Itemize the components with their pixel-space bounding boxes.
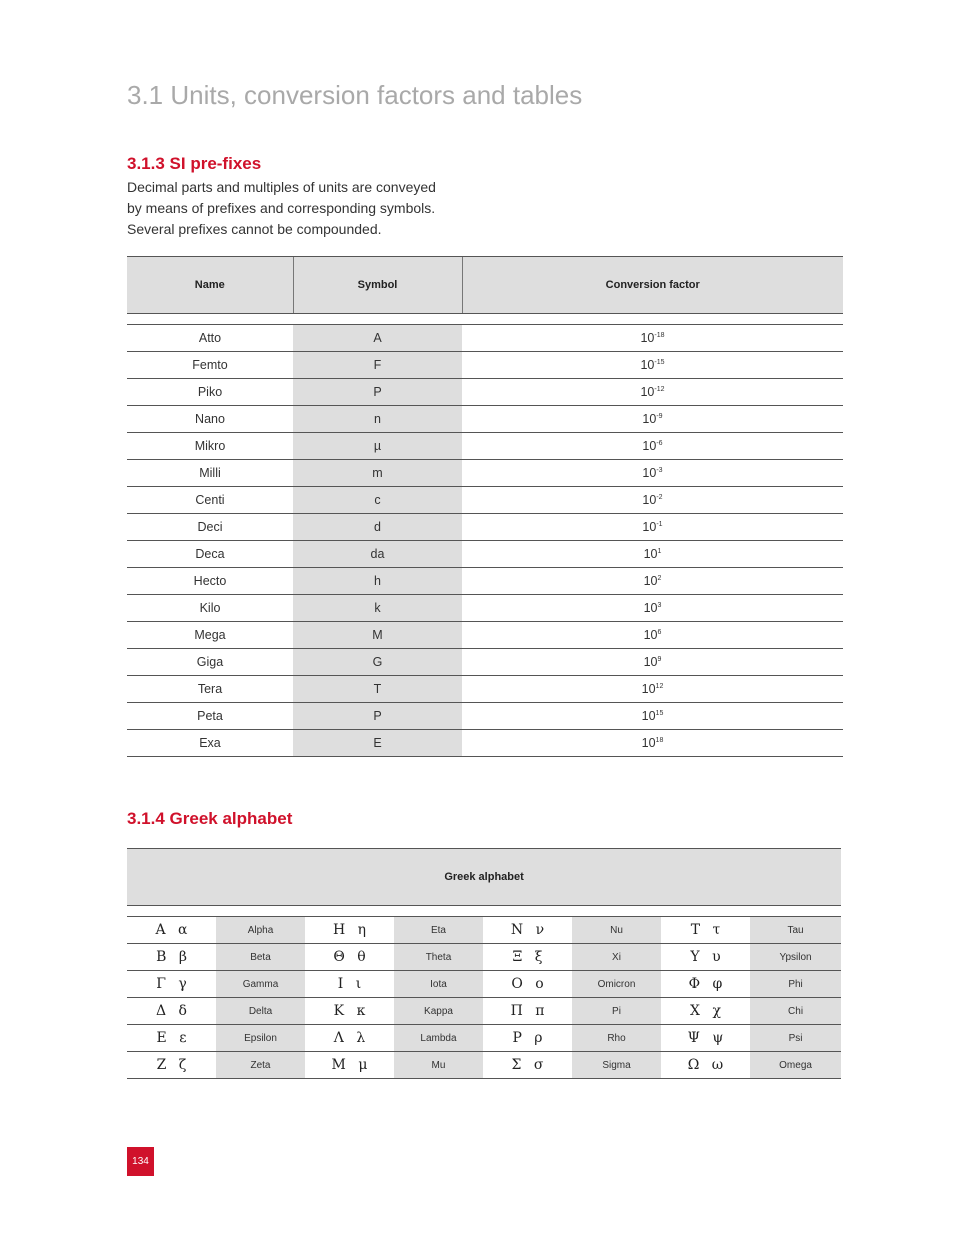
si-intro-paragraph xyxy=(127,177,487,240)
intro-line: by means of prefixes and corresponding symbols. xyxy=(127,200,436,216)
greek-alphabet-heading: 3.1.4 Greek alphabet xyxy=(127,809,293,828)
factor-base: 10 xyxy=(643,547,658,561)
si-prefixes-heading: 3.1.3 SI pre-fixes xyxy=(127,154,262,173)
prefix-name: Exa xyxy=(127,730,293,757)
prefix-name: Tera xyxy=(127,676,293,703)
greek-letter-glyphs: Ι ι xyxy=(305,971,394,998)
column-header-conversion-factor: Conversion factor xyxy=(462,257,843,314)
table-row xyxy=(127,514,843,541)
table-row xyxy=(127,487,843,514)
prefix-name: Piko xyxy=(127,379,293,406)
factor-exponent: -18 xyxy=(654,332,665,339)
table-spacer xyxy=(127,906,841,917)
conversion-factor xyxy=(462,649,843,676)
factor-base: 10 xyxy=(641,736,656,750)
factor-exponent: -9 xyxy=(656,413,663,420)
prefix-name: Milli xyxy=(127,460,293,487)
conversion-factor xyxy=(462,325,843,352)
table-row xyxy=(127,944,841,971)
prefix-symbol: k xyxy=(293,595,462,622)
factor-exponent: -6 xyxy=(656,440,663,447)
prefix-symbol: m xyxy=(293,460,462,487)
greek-letter-name: Zeta xyxy=(216,1052,305,1079)
conversion-factor xyxy=(462,433,843,460)
table-row xyxy=(127,352,843,379)
factor-base: 10 xyxy=(643,574,658,588)
factor-exponent: 18 xyxy=(655,737,664,744)
table-row xyxy=(127,541,843,568)
intro-line: Decimal parts and multiples of units are conveyed xyxy=(127,179,436,195)
table-row xyxy=(127,379,843,406)
prefix-name: Giga xyxy=(127,649,293,676)
table-row xyxy=(127,998,841,1025)
factor-base: 10 xyxy=(643,601,658,615)
prefix-name: Peta xyxy=(127,703,293,730)
greek-letter-name: Psi xyxy=(750,1025,841,1052)
column-header-symbol: Symbol xyxy=(293,257,462,314)
greek-letter-name: Iota xyxy=(394,971,483,998)
factor-base: 10 xyxy=(640,331,655,345)
table-row xyxy=(127,649,843,676)
greek-letter-name: Chi xyxy=(750,998,841,1025)
prefix-name: Kilo xyxy=(127,595,293,622)
greek-letter-name: Alpha xyxy=(216,917,305,944)
greek-letter-name: Epsilon xyxy=(216,1025,305,1052)
column-header-name: Name xyxy=(127,257,293,314)
factor-exponent: -3 xyxy=(656,467,663,474)
factor-exponent: 15 xyxy=(655,710,664,717)
greek-letter-name: Pi xyxy=(572,998,661,1025)
greek-letter-name: Ypsilon xyxy=(750,944,841,971)
conversion-factor xyxy=(462,595,843,622)
greek-letter-name: Sigma xyxy=(572,1052,661,1079)
greek-letter-name: Omega xyxy=(750,1052,841,1079)
table-header-row xyxy=(127,849,841,906)
table-row xyxy=(127,568,843,595)
prefix-symbol: F xyxy=(293,352,462,379)
prefix-name: Deca xyxy=(127,541,293,568)
conversion-factor xyxy=(462,541,843,568)
prefix-symbol: A xyxy=(293,325,462,352)
prefix-symbol: G xyxy=(293,649,462,676)
conversion-factor xyxy=(462,487,843,514)
table-row xyxy=(127,971,841,998)
prefix-symbol: T xyxy=(293,676,462,703)
greek-letter-glyphs: Ρ ρ xyxy=(483,1025,572,1052)
conversion-factor xyxy=(462,379,843,406)
conversion-factor xyxy=(462,703,843,730)
conversion-factor xyxy=(462,568,843,595)
prefix-symbol: d xyxy=(293,514,462,541)
intro-line: Several prefixes cannot be compounded. xyxy=(127,221,382,237)
conversion-factor xyxy=(462,514,843,541)
factor-base: 10 xyxy=(640,358,655,372)
greek-letter-glyphs: Σ σ xyxy=(483,1052,572,1079)
table-row xyxy=(127,730,843,757)
greek-letter-name: Nu xyxy=(572,917,661,944)
prefix-symbol: µ xyxy=(293,433,462,460)
greek-letter-glyphs: Β β xyxy=(127,944,216,971)
greek-letter-glyphs: Η η xyxy=(305,917,394,944)
factor-base: 10 xyxy=(641,709,656,723)
prefix-name: Nano xyxy=(127,406,293,433)
prefix-name: Centi xyxy=(127,487,293,514)
factor-exponent: 6 xyxy=(657,629,662,636)
prefix-name: Deci xyxy=(127,514,293,541)
greek-letter-glyphs: Μ μ xyxy=(305,1052,394,1079)
factor-exponent: 1 xyxy=(657,548,662,555)
greek-letter-glyphs: Ω ω xyxy=(661,1052,750,1079)
greek-letter-name: Delta xyxy=(216,998,305,1025)
table-row xyxy=(127,703,843,730)
page-number-badge: 134 xyxy=(127,1147,154,1176)
table-row xyxy=(127,1025,841,1052)
prefix-symbol: da xyxy=(293,541,462,568)
greek-letter-glyphs: Ξ ξ xyxy=(483,944,572,971)
prefix-symbol: h xyxy=(293,568,462,595)
table-row xyxy=(127,595,843,622)
table-row xyxy=(127,460,843,487)
greek-letter-glyphs: Ν ν xyxy=(483,917,572,944)
factor-exponent: 2 xyxy=(657,575,662,582)
factor-base: 10 xyxy=(642,493,657,507)
prefix-symbol: M xyxy=(293,622,462,649)
prefix-symbol: E xyxy=(293,730,462,757)
greek-letter-name: Eta xyxy=(394,917,483,944)
factor-base: 10 xyxy=(643,628,658,642)
prefix-symbol: P xyxy=(293,703,462,730)
conversion-factor xyxy=(462,622,843,649)
factor-base: 10 xyxy=(642,439,657,453)
prefix-symbol: c xyxy=(293,487,462,514)
greek-letter-name: Rho xyxy=(572,1025,661,1052)
greek-letter-glyphs: Γ γ xyxy=(127,971,216,998)
factor-exponent: 3 xyxy=(657,602,662,609)
table-row xyxy=(127,1052,841,1079)
prefix-name: Hecto xyxy=(127,568,293,595)
table-header-row xyxy=(127,257,843,314)
conversion-factor xyxy=(462,460,843,487)
greek-table-header: Greek alphabet xyxy=(127,849,841,906)
factor-base: 10 xyxy=(642,466,657,480)
greek-letter-glyphs: Ζ ζ xyxy=(127,1052,216,1079)
greek-letter-glyphs: Φ φ xyxy=(661,971,750,998)
prefix-symbol: P xyxy=(293,379,462,406)
factor-exponent: -15 xyxy=(654,359,665,366)
table-row xyxy=(127,917,841,944)
table-row xyxy=(127,433,843,460)
page-title: 3.1 Units, conversion factors and tables xyxy=(127,80,583,110)
greek-letter-name: Mu xyxy=(394,1052,483,1079)
greek-letter-glyphs: Λ λ xyxy=(305,1025,394,1052)
greek-letter-glyphs: Ψ ψ xyxy=(661,1025,750,1052)
factor-base: 10 xyxy=(643,655,658,669)
factor-exponent: -1 xyxy=(656,521,663,528)
greek-letter-glyphs: Θ θ xyxy=(305,944,394,971)
greek-letter-name: Xi xyxy=(572,944,661,971)
conversion-factor xyxy=(462,676,843,703)
prefix-name: Femto xyxy=(127,352,293,379)
table-spacer xyxy=(127,314,843,325)
prefix-name: Atto xyxy=(127,325,293,352)
table-row xyxy=(127,622,843,649)
prefix-symbol: n xyxy=(293,406,462,433)
factor-exponent: -12 xyxy=(654,386,665,393)
greek-letter-glyphs: Ε ε xyxy=(127,1025,216,1052)
conversion-factor xyxy=(462,352,843,379)
factor-exponent: -2 xyxy=(656,494,663,501)
greek-letter-name: Theta xyxy=(394,944,483,971)
greek-letter-glyphs: Κ κ xyxy=(305,998,394,1025)
factor-exponent: 9 xyxy=(657,656,662,663)
greek-letter-name: Beta xyxy=(216,944,305,971)
prefix-name: Mikro xyxy=(127,433,293,460)
greek-letter-glyphs: Ο ο xyxy=(483,971,572,998)
factor-base: 10 xyxy=(641,682,656,696)
greek-letter-name: Gamma xyxy=(216,971,305,998)
factor-base: 10 xyxy=(642,520,657,534)
table-row xyxy=(127,676,843,703)
greek-letter-glyphs: Δ δ xyxy=(127,998,216,1025)
greek-letter-name: Tau xyxy=(750,917,841,944)
prefix-name: Mega xyxy=(127,622,293,649)
greek-letter-glyphs: Τ τ xyxy=(661,917,750,944)
factor-base: 10 xyxy=(640,385,655,399)
greek-letter-glyphs: Π π xyxy=(483,998,572,1025)
greek-letter-name: Omicron xyxy=(572,971,661,998)
factor-exponent: 12 xyxy=(655,683,664,690)
greek-letter-name: Lambda xyxy=(394,1025,483,1052)
greek-alphabet-table xyxy=(127,848,841,1079)
table-row xyxy=(127,406,843,433)
table-row xyxy=(127,325,843,352)
si-prefix-table xyxy=(127,256,843,757)
greek-letter-glyphs: Α α xyxy=(127,917,216,944)
greek-letter-glyphs: Υ υ xyxy=(661,944,750,971)
conversion-factor xyxy=(462,406,843,433)
conversion-factor xyxy=(462,730,843,757)
greek-letter-name: Kappa xyxy=(394,998,483,1025)
greek-letter-name: Phi xyxy=(750,971,841,998)
greek-letter-glyphs: Χ χ xyxy=(661,998,750,1025)
factor-base: 10 xyxy=(642,412,657,426)
